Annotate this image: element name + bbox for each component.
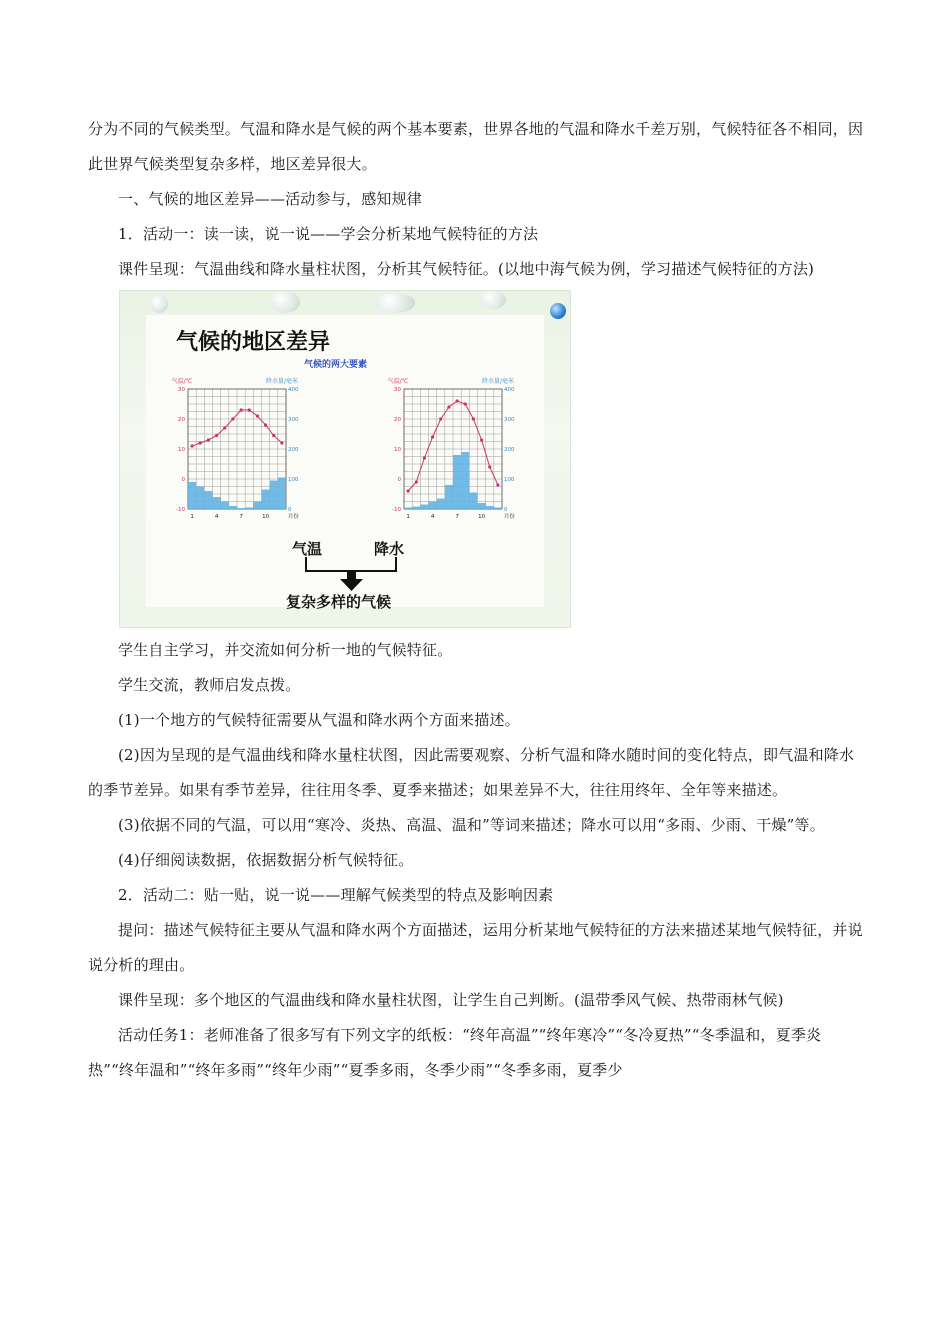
x-tick: 10 — [478, 514, 486, 520]
precipitation-bar — [229, 506, 237, 509]
precipitation-bar — [188, 482, 196, 509]
y-right-tick: 100 — [504, 477, 515, 483]
x-tick: 1 — [406, 514, 410, 520]
activity-1-heading: 1．活动一：读一读，说一说——学会分析某地气候特征的方法 — [118, 225, 539, 243]
precipitation-bar — [213, 497, 221, 509]
point-2: (2)因为呈现的是气温曲线和降水量柱状图，因此需要观察、分析气温和降水随时间的变化特点，即气温和降水的季节差异。如果有季节差异，往往用冬季、夏季来描述；如果差异不大，往往用终年、全年等来描述。 — [88, 746, 855, 799]
temperature-point — [264, 423, 267, 426]
label-precipitation: 降水 — [374, 540, 405, 558]
precipitation-bar — [412, 507, 420, 509]
y-right-label: 降水量/毫米 — [481, 378, 515, 385]
temperature-point — [447, 405, 450, 408]
precipitation-bar — [404, 508, 412, 510]
y-right-tick: 100 — [288, 477, 299, 483]
figure-subtitle: 气候的两大要素 — [304, 360, 368, 370]
precipitation-bar — [494, 508, 502, 510]
paragraph-exchange: 学生交流，教师启发点拨。 — [118, 676, 301, 694]
y-right-tick: 0 — [288, 507, 292, 513]
temperature-point — [207, 438, 210, 441]
label-result: 复杂多样的气候 — [286, 593, 392, 611]
temperature-point — [496, 483, 499, 486]
bubble-decoration — [150, 295, 168, 313]
x-tick: 4 — [214, 514, 219, 520]
y-right-tick: 300 — [288, 417, 299, 423]
x-tick: 4 — [430, 514, 435, 520]
point-1: (1)一个地方的气候特征需要从气温和降水两个方面来描述。 — [118, 711, 520, 729]
temperature-point — [480, 438, 483, 441]
temperature-point — [231, 417, 234, 420]
temperature-point — [415, 480, 418, 483]
precipitation-bar — [461, 452, 469, 509]
paragraph-task-1: 活动任务1：老师准备了很多写有下列文字的纸板：“终年高温”“终年寒冷”“冬冷夏热”“冬季温和，夏季炎热”“终年温和”“终年多雨”“终年少雨”“夏季多雨，冬季少雨”“冬季多雨，夏季少 — [88, 1026, 822, 1079]
section-heading-1: 一、气候的地区差异——活动参与，感知规律 — [118, 190, 423, 208]
x-axis-label: 月份 — [287, 514, 299, 520]
precipitation-bar — [196, 487, 204, 510]
temperature-point — [239, 408, 242, 411]
y-right-label: 降水量/毫米 — [265, 378, 299, 385]
y-right-tick: 300 — [504, 417, 515, 423]
precipitation-bar — [245, 508, 253, 510]
temperature-point — [256, 414, 259, 417]
y-right-tick: 400 — [288, 387, 299, 393]
temperature-point — [439, 417, 442, 420]
x-tick: 7 — [239, 514, 243, 520]
precipitation-bar — [253, 502, 261, 510]
precipitation-bar — [420, 505, 428, 510]
precipitation-bar — [204, 491, 212, 509]
paragraph-student-study: 学生自主学习，并交流如何分析一地的气候特征。 — [118, 641, 453, 659]
temperature-point — [248, 408, 251, 411]
temperature-point — [190, 444, 193, 447]
y-right-tick: 0 — [504, 507, 508, 513]
y-left-tick: 30 — [178, 387, 185, 393]
y-left-tick: 30 — [394, 387, 401, 393]
y-left-tick: -10 — [176, 507, 185, 513]
x-tick: 1 — [190, 514, 194, 520]
x-axis-label: 月份 — [503, 514, 515, 520]
precipitation-bar — [262, 490, 270, 510]
y-left-tick: -10 — [392, 507, 401, 513]
y-left-tick: 10 — [178, 447, 185, 453]
temperature-point — [280, 441, 283, 444]
paragraph-courseware: 课件呈现：气温曲线和降水量柱状图，分析其气候特征。(以地中海气候为例，学习描述气候特征的方法) — [118, 260, 815, 278]
precipitation-bar — [278, 478, 286, 510]
y-right-tick: 400 — [504, 387, 515, 393]
precipitation-bar — [469, 493, 477, 510]
precipitation-bar — [429, 502, 437, 510]
climate-figure — [119, 290, 571, 628]
bubble-decoration — [270, 291, 300, 313]
temperature-point — [272, 434, 275, 437]
precipitation-bar — [221, 502, 229, 510]
label-temperature: 气温 — [292, 540, 323, 558]
precipitation-bar — [478, 503, 486, 509]
y-right-tick: 200 — [504, 447, 515, 453]
bubble-decoration — [375, 293, 415, 313]
x-tick: 7 — [455, 514, 459, 520]
precipitation-bar — [270, 481, 278, 510]
temperature-point — [215, 434, 218, 437]
temperature-point — [199, 441, 202, 444]
figure-title: 气候的地区差异 — [176, 330, 331, 355]
temperature-point — [223, 426, 226, 429]
paragraph-question: 提问：描述气候特征主要从气温和降水两个方面描述，运用分析某地气候特征的方法来描述某地气候特征，并说说分析的理由。 — [88, 921, 863, 974]
temperature-point — [488, 465, 491, 468]
paragraph-1: 分为不同的气候类型。气温和降水是气候的两个基本要素，世界各地的气温和降水千差万别，气候特征各不相同，因此世界气候类型复杂多样，地区差异很大。 — [88, 120, 864, 173]
temperature-point — [464, 402, 467, 405]
y-left-tick: 10 — [394, 447, 401, 453]
temperature-point — [472, 417, 475, 420]
precipitation-bar — [445, 485, 453, 509]
temperature-point — [455, 399, 458, 402]
bubble-decoration — [480, 291, 506, 309]
point-4: (4)仔细阅读数据，依据数据分析气候特征。 — [118, 851, 414, 869]
precipitation-bar — [486, 506, 494, 509]
precipitation-bar — [437, 499, 445, 510]
figure-panel — [146, 315, 544, 611]
y-left-tick: 0 — [397, 477, 401, 483]
y-right-tick: 200 — [288, 447, 299, 453]
y-left-tick: 20 — [178, 417, 185, 423]
temperature-point — [423, 456, 426, 459]
temperature-point — [431, 435, 434, 438]
y-left-tick: 0 — [181, 477, 185, 483]
activity-2-heading: 2．活动二：贴一贴，说一说——理解气候类型的特点及影响因素 — [118, 886, 554, 904]
temperature-point — [406, 489, 409, 492]
x-tick: 10 — [262, 514, 270, 520]
y-left-label: 气温/℃ — [387, 378, 409, 385]
point-3: (3)依据不同的气温，可以用“寒冷、炎热、高温、温和”等词来描述；降水可以用“多雨、少雨、干燥”等。 — [118, 816, 825, 834]
precipitation-bar — [237, 508, 245, 509]
paragraph-courseware-2: 课件呈现：多个地区的气温曲线和降水量柱状图，让学生自己判断。(温带季风气候、热带雨林气候) — [118, 991, 784, 1009]
y-left-tick: 20 — [394, 417, 401, 423]
precipitation-bar — [453, 455, 461, 509]
globe-icon — [550, 303, 566, 319]
y-left-label: 气温/℃ — [171, 378, 193, 385]
document-page — [88, 112, 864, 1088]
